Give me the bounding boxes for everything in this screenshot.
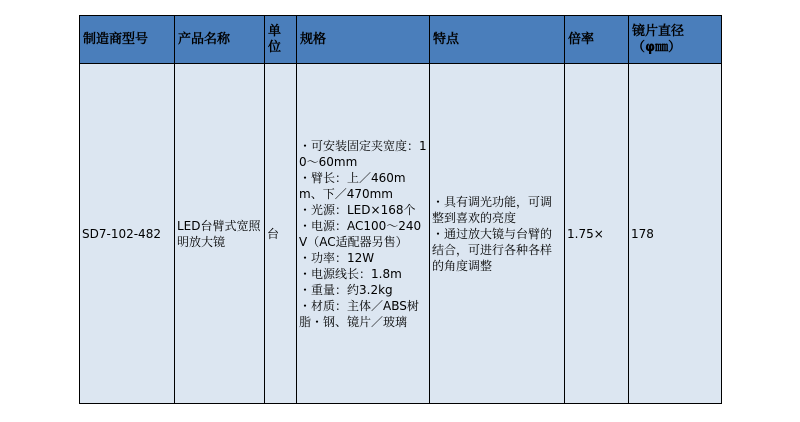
- spec-line: ・功率：12W: [299, 250, 375, 265]
- header-product-name: 产品名称: [175, 16, 265, 64]
- header-lens-diameter: [629, 16, 722, 64]
- header-unit: 单位: [265, 16, 297, 64]
- header-lens-diameter-line1: 镜片直径: [632, 23, 685, 39]
- feature-line: ・通过放大镜与台臂的结合，可进行各种各样的角度调整: [432, 226, 553, 273]
- cell-unit: 台: [265, 64, 297, 404]
- cell-lens-diameter: 178: [629, 64, 722, 404]
- header-spec: 规格: [297, 16, 430, 64]
- spec-line: ・可安装固定夹宽度：10～60mm: [299, 138, 427, 169]
- spec-line: ・臂长：上／460mm、下／470mm: [299, 170, 406, 201]
- product-spec-table: [79, 15, 722, 404]
- header-features: 特点: [430, 16, 565, 64]
- spec-line: ・材质：主体／ABS树脂・钢、镜片／玻璃: [299, 298, 419, 329]
- header-magnification: 倍率: [565, 16, 629, 64]
- feature-line: ・具有调光功能，可调整到喜欢的亮度: [432, 194, 553, 225]
- cell-features: [430, 64, 565, 404]
- header-lens-diameter-line2: （φ㎜）: [632, 39, 682, 55]
- cell-product-name: LED台臂式宽照明放大镜: [175, 64, 265, 404]
- cell-spec: [297, 64, 430, 404]
- cell-model: SD7-102-482: [80, 64, 175, 404]
- cell-magnification: 1.75×: [565, 64, 629, 404]
- header-row: [80, 16, 722, 64]
- table-row: [80, 64, 722, 404]
- spec-line: ・重量：约3.2kg: [299, 282, 393, 297]
- spec-line: ・电源：AC100～240V（AC适配器另售）: [299, 218, 422, 249]
- spec-line: ・光源：LED×168个: [299, 202, 416, 217]
- header-model: 制造商型号: [80, 16, 175, 64]
- spec-line: ・电源线长：1.8m: [299, 266, 402, 281]
